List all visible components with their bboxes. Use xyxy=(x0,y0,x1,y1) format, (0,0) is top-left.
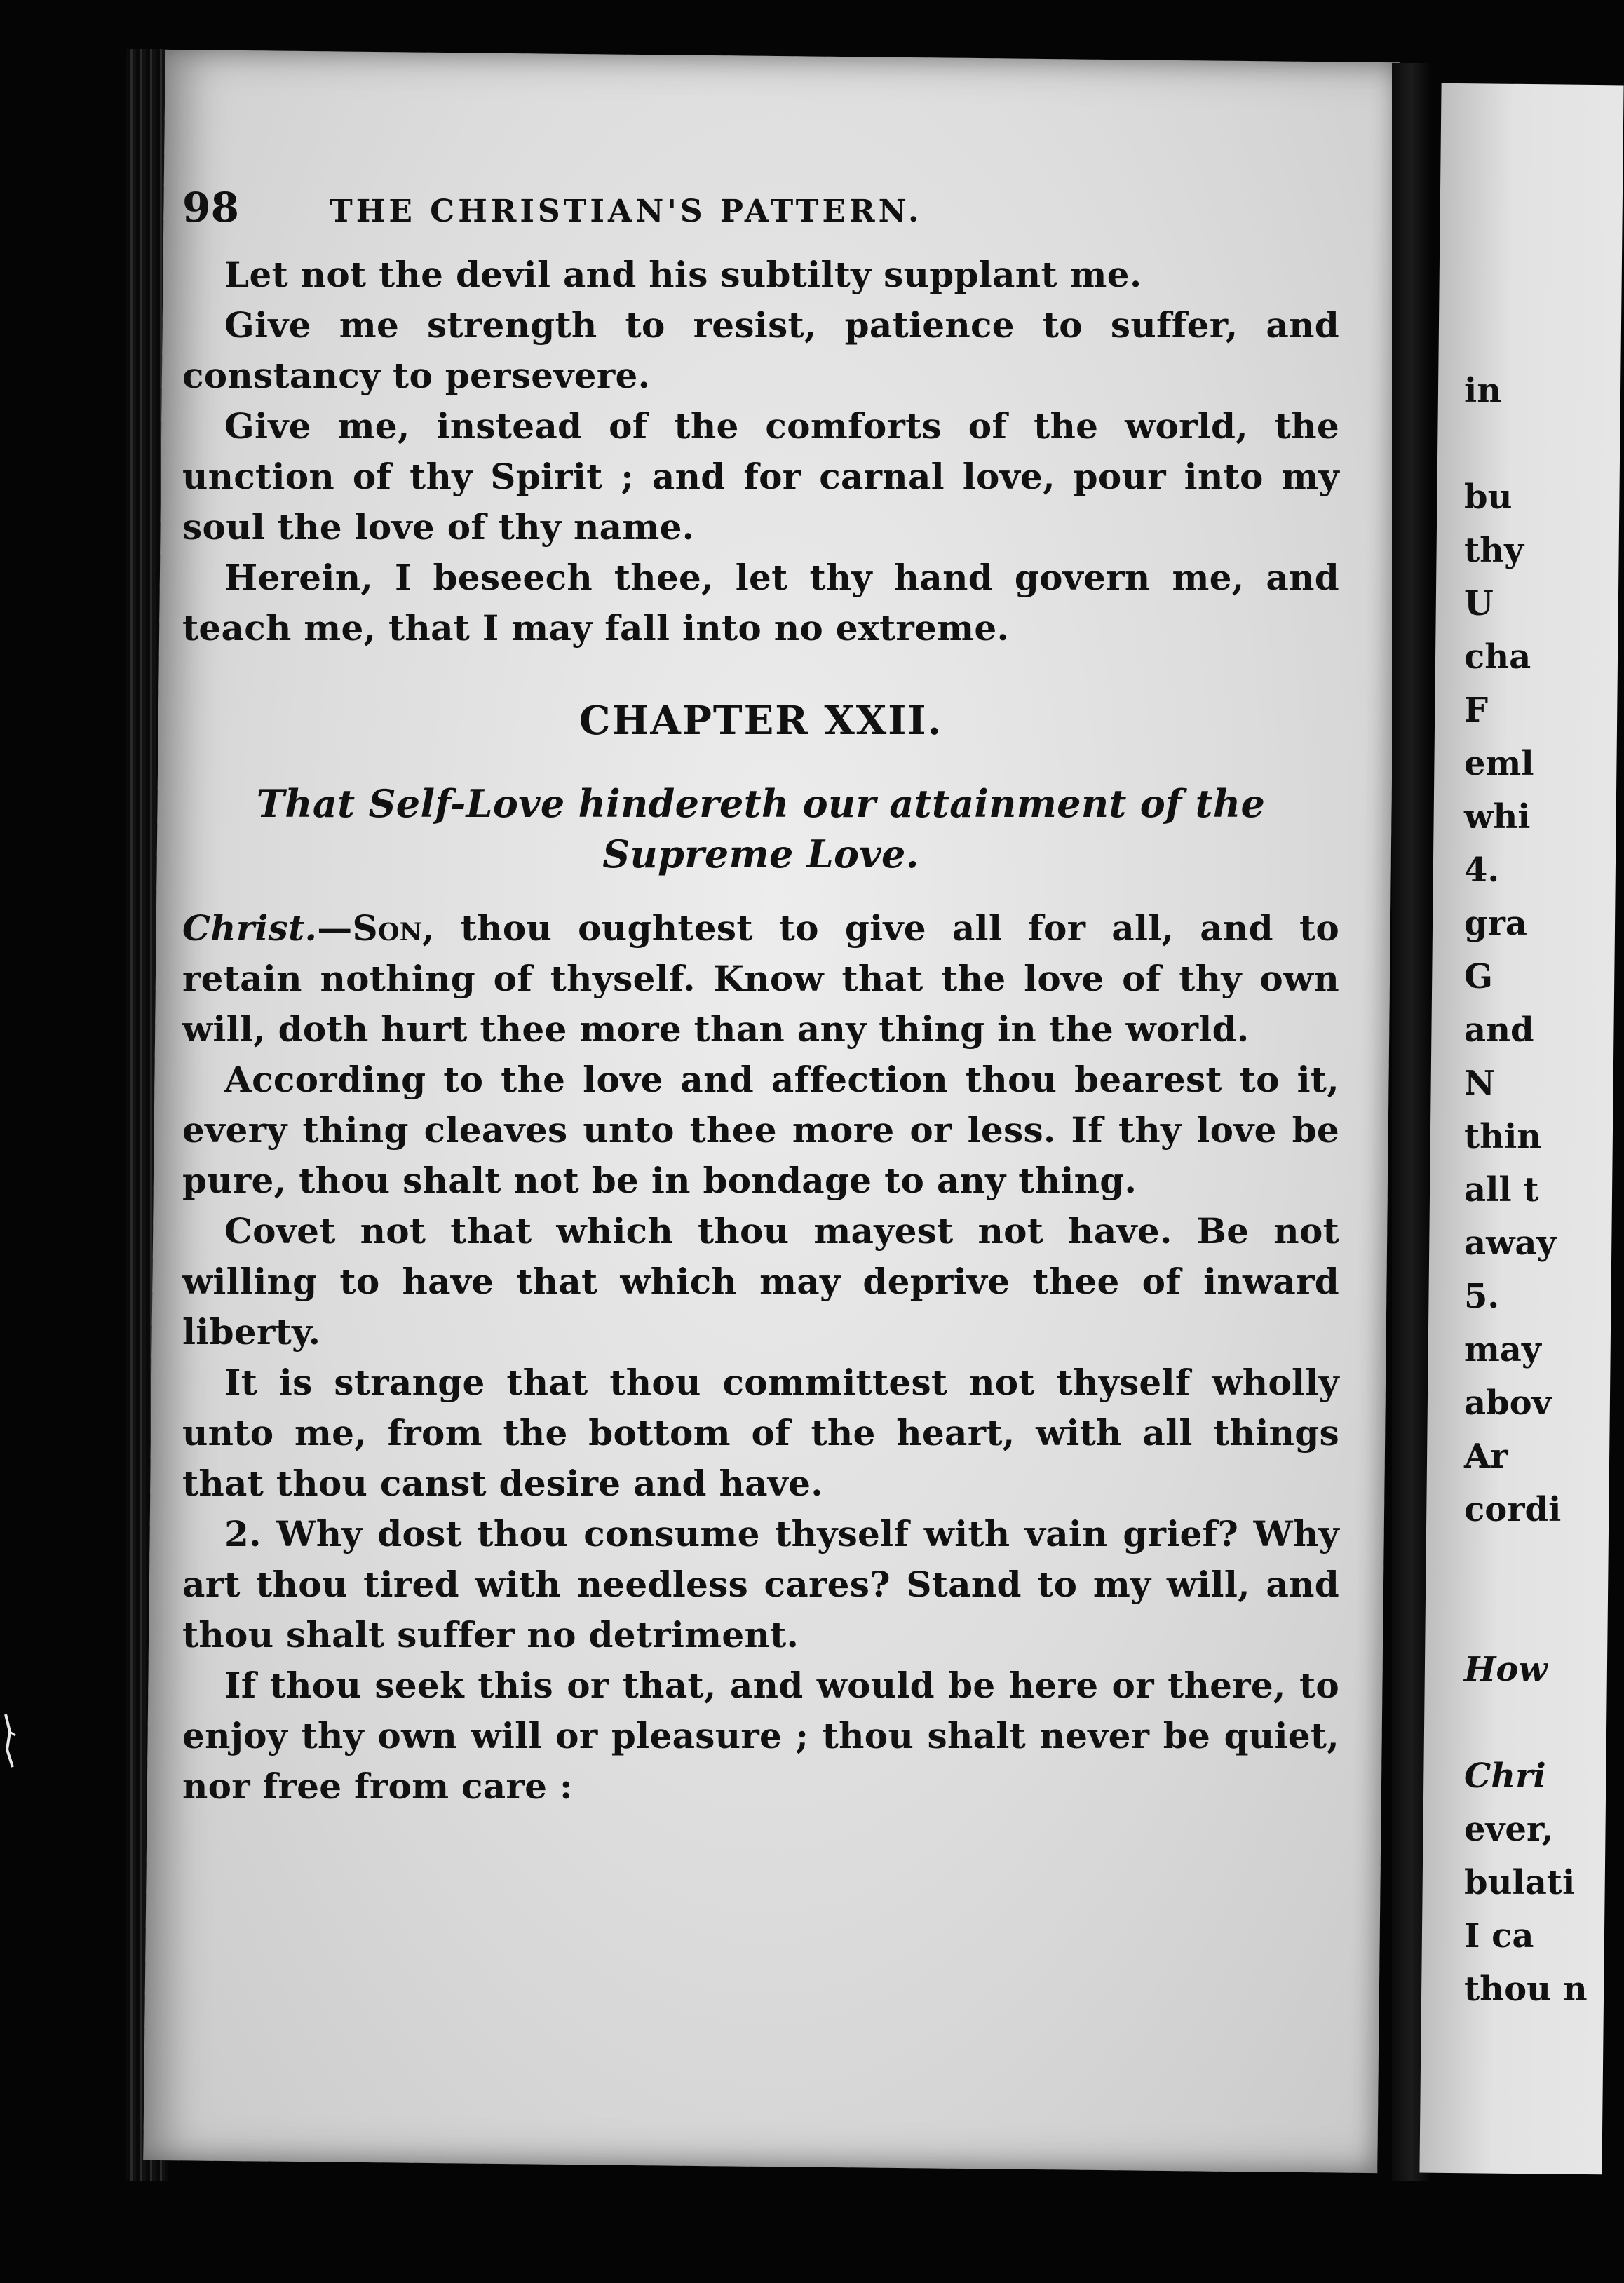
chapter-title: That Self-Love hindereth our attainment of the Supreme Love. xyxy=(256,781,1266,876)
paragraph: Give me strength to resist, patience to suffer, and constancy to persevere. xyxy=(182,304,1339,396)
fragment-line: eml xyxy=(1464,744,1534,783)
fragment-line: may xyxy=(1464,1330,1541,1369)
facing-page-fragments xyxy=(1464,365,1618,2017)
paragraph: According to the love and affection thou bearest to it, every thing cleaves unto thee more or less. If thy love be pure, thou shalt not be in bondage to any thing. xyxy=(182,1059,1339,1201)
fragment-line: abov xyxy=(1464,1383,1552,1423)
paragraph: It is strange that thou committest not thyself wholly unto me, from the bottom of the heart, with all things that thou canst desire and have. xyxy=(182,1362,1339,1504)
fragment-line: all t xyxy=(1464,1170,1539,1210)
fragment-line: Ar xyxy=(1464,1437,1508,1476)
paragraph: Give me, instead of the comforts of the world, the unction of thy Spirit ; and for carnal love, pour into my soul the love of thy name. xyxy=(182,405,1339,548)
paragraph: Herein, I beseech thee, let thy hand govern me, and teach me, that I may fall into no extreme. xyxy=(182,557,1339,649)
fragment-line: F xyxy=(1464,691,1489,730)
fragment-line: gra xyxy=(1464,904,1527,943)
paragraph-text: thou oughtest to give all for all, and to retain nothing of thyself. Know that the love of thy own will, doth hurt thee more than any thing in the world. xyxy=(182,907,1339,1050)
fragment-line: G xyxy=(1464,957,1493,996)
fragment-line: N xyxy=(1464,1064,1495,1103)
fragment-line: thou n xyxy=(1464,1970,1588,2009)
fragment-line: bu xyxy=(1464,477,1513,517)
fragment-line: and xyxy=(1464,1010,1534,1050)
paragraph: Let not the devil and his subtilty supplant me. xyxy=(224,254,1142,295)
running-head xyxy=(182,182,1339,237)
fragment-line: thin xyxy=(1464,1117,1542,1156)
scan-speck xyxy=(0,1711,42,1781)
fragment-line xyxy=(1464,418,1618,471)
fragment-line: 4. xyxy=(1464,851,1500,890)
fragment-line: whi xyxy=(1464,797,1531,836)
paragraph: 2. Why dost thou consume thyself with vain grief? Why art thou tired with needless cares? Stand to my will, and thou shalt suffer no detriment. xyxy=(182,1513,1339,1655)
fragment-line: thy xyxy=(1464,531,1524,570)
page-number: 98 xyxy=(182,184,240,231)
fragment-line: Chri xyxy=(1464,1756,1546,1796)
fragment-line: bulati xyxy=(1464,1863,1576,1902)
fragment-line: away xyxy=(1464,1224,1557,1263)
speaker-label: Christ. xyxy=(182,907,318,949)
page-text xyxy=(182,182,1339,1812)
fragment-line xyxy=(1464,1590,1618,1644)
paragraph: If thou seek this or that, and would be here or there, to enjoy thy own will or pleasure ; thou shalt never be quiet, nor free from care : xyxy=(182,1665,1339,1807)
running-title: THE CHRISTIAN'S PATTERN. xyxy=(330,194,923,229)
fragment-line: U xyxy=(1464,584,1494,623)
fragment-line xyxy=(1464,1537,1618,1590)
first-word: —Son, xyxy=(317,907,435,949)
fragment-line: How xyxy=(1464,1650,1548,1689)
fragment-line: I ca xyxy=(1464,1916,1534,1956)
fragment-line: ever, xyxy=(1464,1810,1554,1849)
fragment-line: 5. xyxy=(1464,1277,1500,1316)
paragraph xyxy=(182,903,1339,1055)
paragraph: Covet not that which thou mayest not have. Be not willing to have that which may deprive thee of inward liberty. xyxy=(182,1210,1339,1353)
fragment-line: cordi xyxy=(1464,1490,1562,1529)
fragment-line: cha xyxy=(1464,637,1531,677)
fragment-line: in xyxy=(1464,371,1502,410)
fragment-line xyxy=(1464,1697,1618,1750)
chapter-heading: CHAPTER XXII. xyxy=(578,698,943,744)
